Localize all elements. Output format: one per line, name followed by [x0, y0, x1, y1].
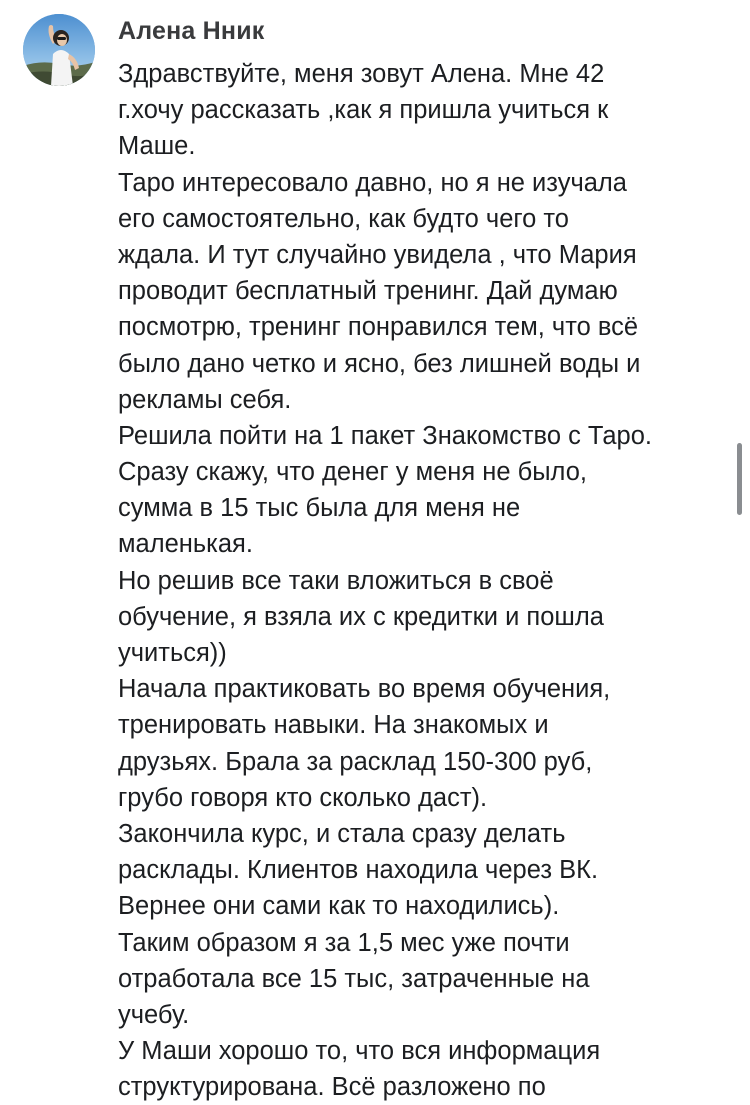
comment-text-line: рекламы себя.: [118, 385, 292, 414]
comment-text-line: маленькая.: [118, 530, 253, 559]
comment-text-line: тренировать навыки. На знакомых и: [118, 711, 549, 740]
scrollbar-thumb[interactable]: [737, 443, 742, 515]
comment-text-line: проводит бесплатный тренинг. Дай думаю: [118, 277, 618, 306]
comment-text-line: расклады. Клиентов находила через ВК.: [118, 856, 599, 885]
comment-text-line: учебу.: [118, 1000, 190, 1029]
comment-text-line: отработала все 15 тыс, затраченные на: [118, 964, 590, 993]
comment-text-line: было дано четко и ясно, без лишней воды и: [118, 349, 641, 378]
author-avatar[interactable]: [23, 14, 95, 86]
comment-text-line: ждала. И тут случайно увидела , что Мария: [118, 240, 637, 269]
comment-text-line: Таро интересовало давно, но я не изучала: [118, 168, 627, 197]
comment-text-line: учиться)): [118, 639, 227, 667]
comment-text-line: грубо говоря кто сколько даст).: [118, 783, 488, 812]
comment-text-line: обучение, я взяла их с кредитки и пошла: [118, 602, 604, 631]
author-name[interactable]: Алена Нник: [118, 17, 265, 45]
comment-text-line: Вернее они сами как то находились).: [118, 892, 560, 921]
comment-text-line: Но решив все таки вложиться в своё: [118, 566, 554, 595]
comment-text-line: г.хочу рассказать ,как я пришла учиться к: [118, 96, 609, 125]
comment-text-line: Маше.: [118, 132, 196, 161]
comment-text: [118, 56, 738, 1105]
comment-text-line: Здравствуйте, меня зовут Алена. Мне 42: [118, 60, 605, 88]
comment-text-line: структурирована. Всё разложено по: [118, 1073, 546, 1102]
comment-text-line: Начала практиковать во время обучения,: [118, 675, 611, 704]
comment-text-line: У Маши хорошо то, что вся информация: [118, 1037, 601, 1066]
avatar-photo-icon: [23, 14, 95, 86]
comment-text-line: Таким образом я за 1,5 мес уже почти: [118, 928, 570, 957]
comment-text-line: Закончила курс, и стала сразу делать: [118, 819, 566, 848]
comment-text-line: Сразу скажу, что денег у меня не было,: [118, 458, 587, 487]
comment-text-line: друзьях. Брала за расклад 150-300 руб,: [118, 747, 593, 776]
comment-text-line: сумма в 15 тыс была для меня не: [118, 494, 521, 523]
comment-text-line: его самостоятельно, как будто чего то: [118, 204, 569, 233]
comment-text-line: Решила пойти на 1 пакет Знакомство с Таро.: [118, 421, 652, 450]
comment-text-line: посмотрю, тренинг понравился тем, что всё: [118, 313, 639, 342]
